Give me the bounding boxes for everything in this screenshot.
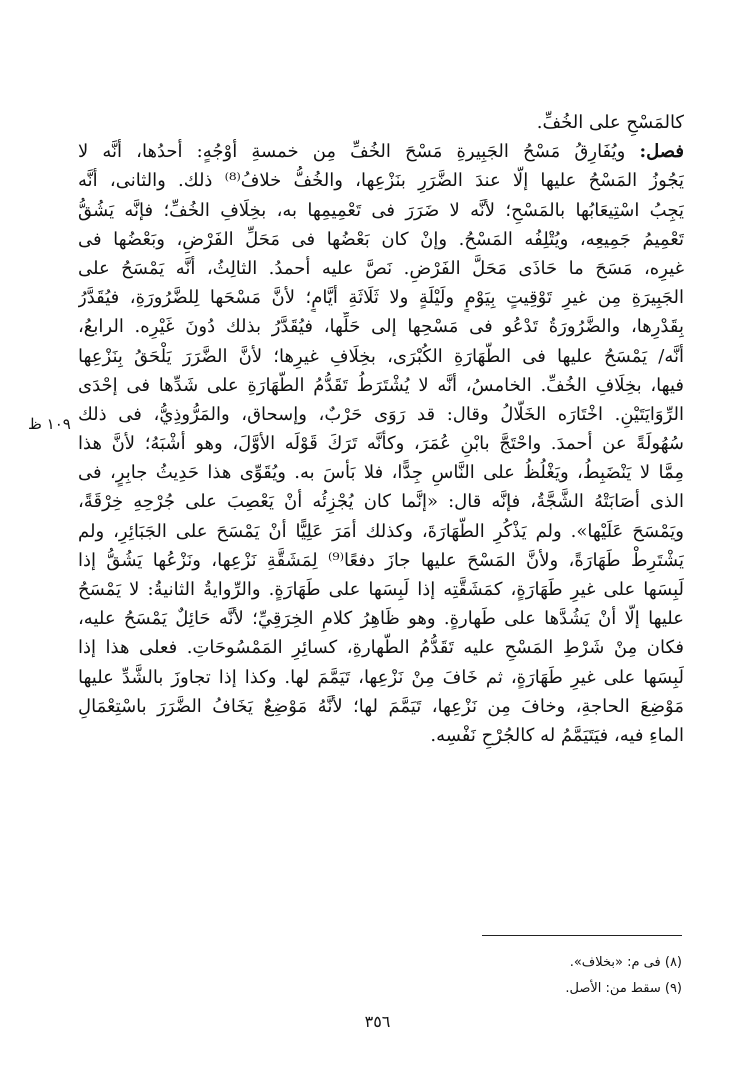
text-line-1: كالمَسْحِ على الخُفِّ. bbox=[536, 112, 684, 133]
text-line-11: الرِّوَايَتَيْنِ. اخْتَارَه الخَلَّالُ وقال: قد رَوَى حَرْبٌ، وإسحاق، والمَرُّوذِيُّ، فى ذلك bbox=[78, 403, 684, 425]
text-line-4: يَجِبُ اسْتِيعَابُها بالمَسْحِ؛ لأنَّه لا ضَرَرَ فى تَعْمِيمِها به، بخِلَافِ الخُفِّ؛ فإنَّه يَشُقُّ bbox=[78, 199, 684, 221]
text-line-8: بِقَدْرِها، والضَّرُورَةُ تَدْعُو فى مَسْحِها إلى حَلِّها، فيُقَدَّرُ بذلك دُونَ غَيْرِه. الرابعُ، bbox=[78, 316, 684, 338]
text-line-22: الماءِ فيه، فيَتَيَمَّمُ له كالجُرْحِ نَفْسِه. bbox=[430, 724, 684, 746]
main-text bbox=[78, 108, 684, 750]
text-line-10: فيها، بخِلَافِ الخُفِّ. الخامسُ، أنَّه لا يُشْتَرَطُ تَقَدُّمُ الطَّهَارَةِ على شَدِّها فى إحْدَى bbox=[78, 374, 684, 396]
text-line-14: الذى أصَابَتْهُ الشَّجَّةُ، فإنَّه قال: «إنَّما كان يُجْزِئُه أنْ يَعْصِبَ على جُرْحِهِ خِرْقَةً، bbox=[78, 491, 684, 513]
text-line-21: مَوْضِعَ الحاجةِ، وخافَ مِن نَزْعِها، تَيَمَّمَ لها؛ لأنَّهُ مَوْضِعٌ يَخَافُ الضَّرَرَ باسْتِعْمَالِ bbox=[78, 695, 684, 717]
text-line-9: أنَّه/ يَمْسَحُ عليها فى الطَّهَارَةِ الكُبْرَى، بخِلَافِ غيرِها؛ لأنَّ الضَّرَرَ يَلْحَقُ بِنَزْعِها bbox=[78, 345, 684, 367]
text-line-12: سُهُولَةً عن أحمدَ. واحْتَجَّ بابْنِ عُمَرَ، وكأنَّه تَرَكَ قَوْلَه الأوَّلَ، وهو أشْبَهُ؛ لأنَّ هذا bbox=[78, 433, 684, 455]
text-line-18: عليها إلَّا أنْ يَشُدَّها على طَهارةٍ. وهو ظَاهِرُ كلامِ الخِرَقِيِّ؛ لأنَّه حَائِلٌ يَمْسَحُ عليه، bbox=[78, 608, 684, 630]
text-line-15: ويَمْسَحَ عَلَيْها». ولم يَذْكُرِ الطَّهَارَةَ، وكذلك أمَرَ عَلِيًّا أنْ يَمْسَحَ على الجَبَائِرِ، ولم bbox=[78, 520, 684, 542]
footnote-divider bbox=[482, 935, 682, 936]
text-line-19: فكان مِنْ شَرْطِ المَسْحِ عليه تَقَدُّمُ الطَّهارةِ، كسائِرِ المَمْسُوحَاتِ. فعلى هذا إذا bbox=[78, 637, 684, 659]
text-line-2-body: ويُفَارِقُ مَسْحُ الجَبِيرةِ مَسْحَ الخُفِّ مِن خمسةِ أوْجُهٍ: أحدُها، أنَّه لا bbox=[78, 141, 626, 163]
margin-folio-note: ١٠٩ ظ bbox=[28, 415, 71, 433]
text-line-5: تَعْمِيمُ جَمِيعِه، ويُتْلِفُه المَسْحُ. وإنْ كان بَعْضُها فى مَحَلِّ الفَرْضِ، وبَعْضُها فى bbox=[78, 228, 684, 250]
text-line-13: مِمَّا لا يَنْضَبِطُ، ويَغْلُظُ على النَّاسِ جِدًّا، فلا بَأْسَ به. ويُقَوِّى هذا حَدِيثُ جابِرٍ، فى bbox=[78, 462, 684, 484]
footnotes bbox=[300, 950, 682, 1002]
text-line-2 bbox=[78, 137, 684, 166]
page-number: ٣٥٦ bbox=[364, 1012, 391, 1031]
text-line-16: يَشْتَرِطْ طَهَارَةً، ولأنَّ المَسْحَ عليها جازَ دفعًا⁽⁹⁾ لِمَشَقَّةِ نَزْعِها، ونَزْعُها يَشُقُّ إذا bbox=[78, 549, 684, 571]
section-heading-fasl: فصل: bbox=[639, 141, 684, 163]
text-line-3: يَجُوزُ المَسْحُ عليها إلَّا عندَ الضَّرَرِ بنَزْعِها، والخُفُّ خلافُ⁽⁸⁾ ذلك. والثانى، أنَّه bbox=[78, 170, 684, 192]
text-line-17: لَبِسَها على غيرِ طَهَارَةٍ، كمَشَقَّتِه إذا لَبِسَها على طَهَارَةٍ. والرِّوايةُ الثانيةُ: لا يَمْسَحُ bbox=[78, 579, 684, 600]
text-line-7: الجَبِيرَةِ مِن غيرِ تَوْقِيتٍ بِيَوْمٍ ولَيْلَةٍ ولا ثَلَاثَةِ أيَّامٍ؛ لأنَّ مَسْحَها لِلضَّرُورَةِ، فيُقَدَّرُ bbox=[78, 287, 684, 309]
text-line-20: لَبِسَها على غيرِ طَهَارَةٍ، ثم خَافَ مِنْ نَزْعِها، تَيَمَّمَ لها. وكذا إذا تجاوزَ بالشَّدِّ عليها bbox=[78, 666, 684, 688]
footnote-9: (٩) سقط من: الأصل. bbox=[565, 981, 682, 996]
footnote-8: (٨) فى م: «بخلاف». bbox=[569, 955, 682, 970]
text-line-6: غيرِه، مَسَحَ ما حَاذَى مَحَلَّ الفَرْضِ. نَصَّ عليه أحمدُ. الثالِثُ، أنَّه يَمْسَحُ على bbox=[78, 257, 684, 279]
